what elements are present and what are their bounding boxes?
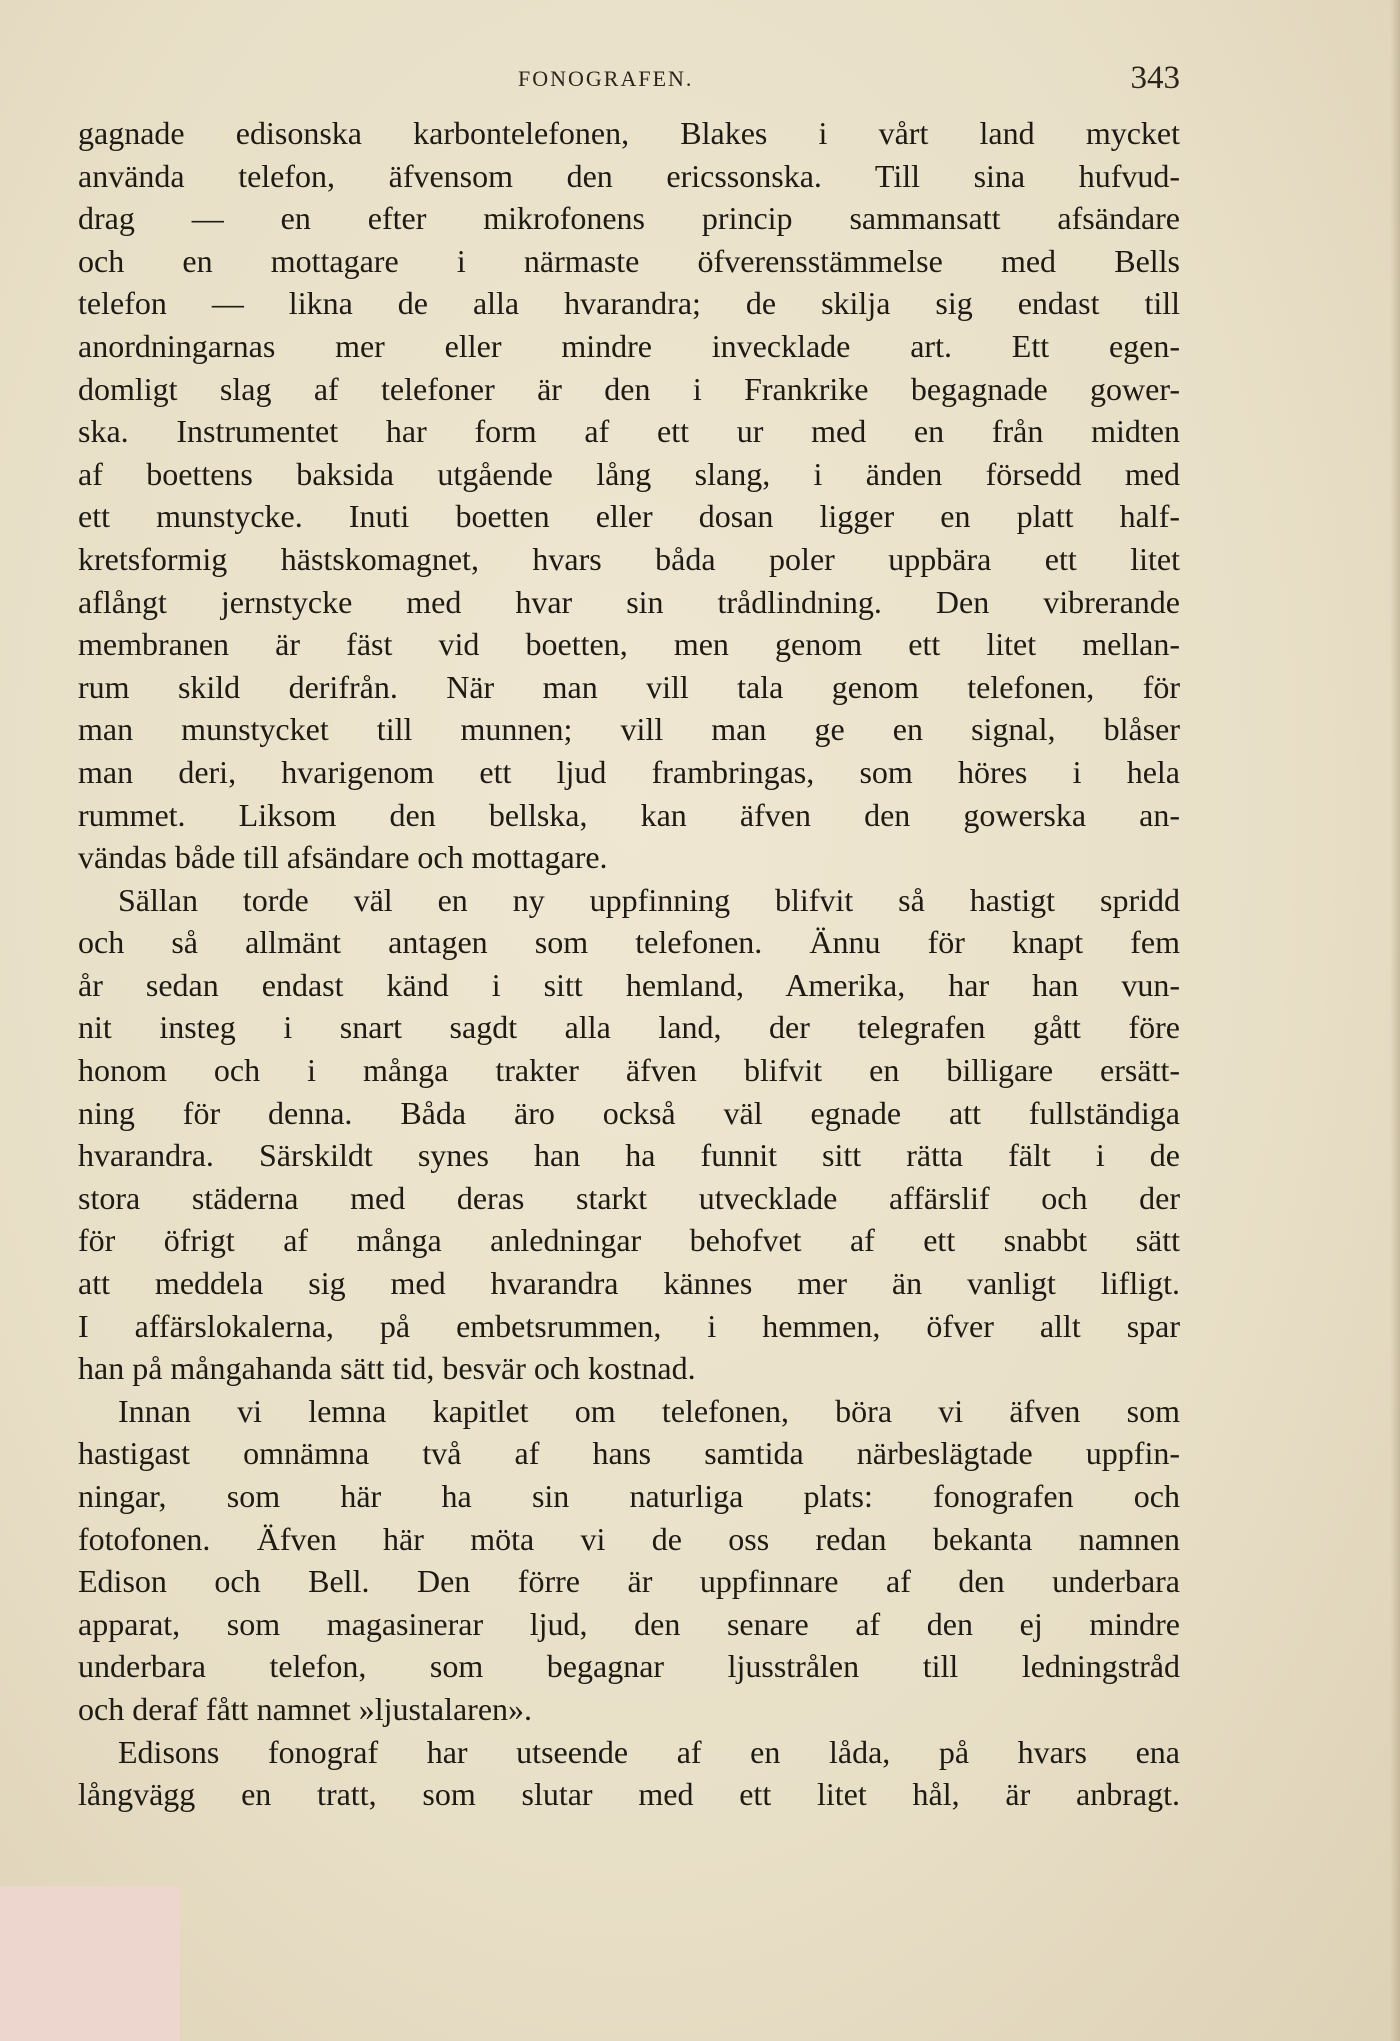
text-line: han på mångahanda sätt tid, besvär och kostnad.	[78, 1350, 696, 1387]
text-line: man deri, hvarigenom ett ljud frambringas, som höres i hela	[78, 753, 1180, 790]
text-line: apparat, som magasinerar ljud, den senare af den ej mindre	[78, 1605, 1180, 1642]
text-line: aflångt jernstycke med hvar sin trådlindning. Den vibrerande	[78, 583, 1180, 620]
text-line: gagnade edisonska karbontelefonen, Blakes i vårt land mycket	[78, 115, 1180, 151]
text-line: I affärslokalerna, på embetsrummen, i hemmen, öfver allt spar	[78, 1307, 1180, 1344]
text-line: af boettens baksida utgående lång slang, i änden försedd med	[78, 455, 1180, 492]
text-line: ning för denna. Båda äro också väl egnade att fullständiga	[78, 1094, 1180, 1131]
text-line: och så allmänt antagen som telefonen. Ännu för knapt fem	[78, 924, 1180, 961]
paragraph-4	[78, 1731, 1180, 1816]
text-line: rum skild derifrån. När man vill tala genom telefonen, för	[78, 668, 1180, 705]
text-line: nit insteg i snart sagdt alla land, der telegrafen gått före	[78, 1009, 1180, 1046]
text-line: underbara telefon, som begagnar ljusstrålen till ledningstråd	[78, 1648, 1180, 1685]
text-line: telefon — likna de alla hvarandra; de skilja sig endast till	[78, 285, 1180, 322]
text-line: ska. Instrumentet har form af ett ur med en från midten	[78, 413, 1180, 450]
page-number: 343	[1130, 60, 1180, 96]
text-line: hastigast omnämna två af hans samtida närbeslägtade uppfin-	[78, 1435, 1180, 1472]
text-line: att meddela sig med hvarandra kännes mer än vanligt lifligt.	[78, 1265, 1180, 1302]
text-line: domligt slag af telefoner är den i Frankrike begagnade gower-	[78, 370, 1180, 407]
text-line: honom och i många trakter äfven blifvit en billigare ersätt-	[78, 1052, 1180, 1089]
paragraph-2	[78, 879, 1180, 1390]
text-line: år sedan endast känd i sitt hemland, Amerika, har han vun-	[78, 966, 1180, 1003]
text-line: Sällan torde väl en ny uppfinning blifvit så hastigt spridd	[118, 881, 1180, 918]
text-line: långvägg en tratt, som slutar med ett litet hål, är anbragt.	[78, 1776, 1180, 1813]
text-line: kretsformig hästskomagnet, hvars båda poler uppbära ett litet	[78, 540, 1180, 577]
text-line: ett munstycke. Inuti boetten eller dosan ligger en platt half-	[78, 498, 1180, 535]
page-edge-shadow	[1390, 0, 1400, 2041]
running-title: FONOGRAFEN.	[518, 66, 694, 91]
text-line: rummet. Liksom den bellska, kan äfven den gowerska an-	[78, 796, 1180, 833]
text-line: Innan vi lemna kapitlet om telefonen, böra vi äfven som	[118, 1392, 1180, 1429]
text-line: stora städerna med deras starkt utvecklade affärslif och der	[78, 1179, 1180, 1216]
corner-patch	[0, 1886, 180, 2041]
page-header	[78, 60, 1180, 100]
text-line: membranen är fäst vid boetten, men genom ett litet mellan-	[78, 626, 1180, 663]
text-line: för öfrigt af många anledningar behofvet af ett snabbt sätt	[78, 1222, 1180, 1259]
paragraph-3	[78, 1390, 1180, 1731]
text-line: drag — en efter mikrofonens princip sammansatt afsändare	[78, 200, 1180, 237]
text-line: anordningarnas mer eller mindre invecklade art. Ett egen-	[78, 327, 1180, 364]
text-line: vändas både till afsändare och mottagare.	[78, 839, 608, 876]
text-line: använda telefon, äfvensom den ericssonska. Till sina hufvud-	[78, 157, 1180, 194]
text-line: och deraf fått namnet »ljustalaren».	[78, 1690, 533, 1727]
text-line: Edisons fonograf har utseende af en låda, på hvars ena	[118, 1733, 1180, 1770]
text-line: hvarandra. Särskildt synes han ha funnit sitt rätta fält i de	[78, 1137, 1180, 1174]
text-line: ningar, som här ha sin naturliga plats: fonografen och	[78, 1478, 1180, 1514]
text-line: fotofonen. Äfven här möta vi de oss redan bekanta namnen	[78, 1520, 1180, 1557]
body-text	[78, 112, 1180, 1816]
text-line: och en mottagare i närmaste öfverensstämmelse med Bells	[78, 242, 1180, 279]
text-line: Edison och Bell. Den förre är uppfinnare af den underbara	[78, 1563, 1180, 1600]
text-line: man munstycket till munnen; vill man ge en signal, blåser	[78, 711, 1180, 748]
paragraph-1	[78, 112, 1180, 879]
